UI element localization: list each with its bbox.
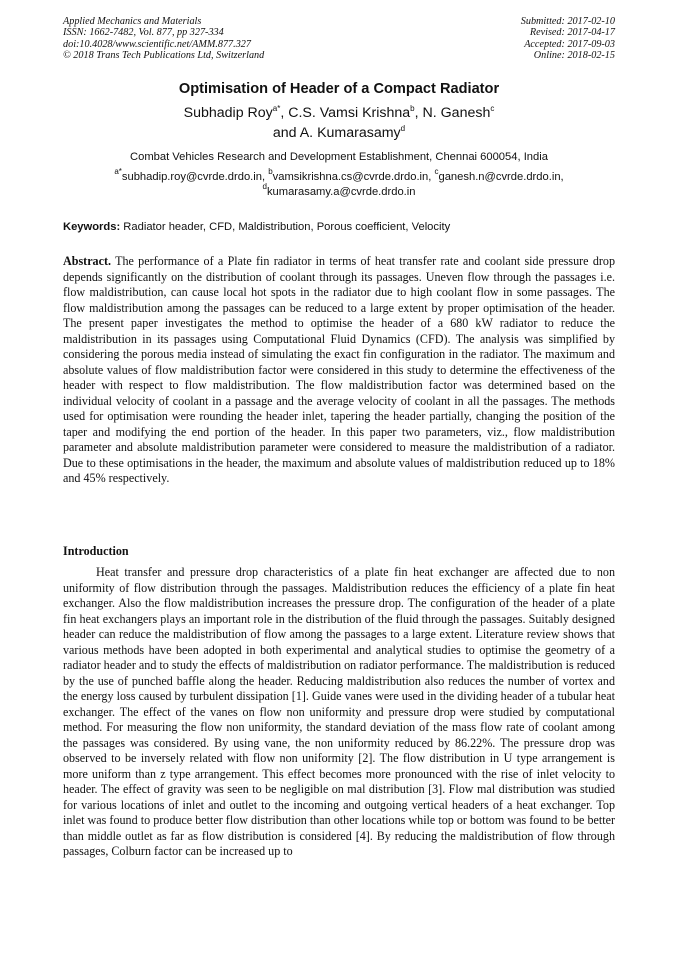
author-name: , N. Ganesh <box>414 105 491 121</box>
introduction-paragraph: Heat transfer and pressure drop characteristics of a plate fin heat exchanger are affected due to non uniformity of flow distribution through the passages. Maldistribution reduces the efficiency of a plate fin heat exchanger. Also the flow maldistribution increases the pressure drop. The configuration of the header of a plate fin heat exchangers plays an important role in the distribution of the fluid through the passages. Suitably designed header can reduce the maldistribution of flow among the passages to a large extent. Literature review shows that various methods have been adopted in both experimental and analytical studies to optimise the geometry of a radiator header and to study the effects of maldistribution on radiator performance. The maldistribution is reduced by the use of punched baffle along the header. Reducing maldistribution also reduces the number of vortex and the energy loss caused by turbulent dissipation [1]. Guide vanes were used in the dividing header of a tubular heat exchanger. The effect of the vanes on flow non uniformity and pressure drop were studied by computational method. For measuring the flow non uniformity, the standard deviation of the mass flow rate of coolant among the passages was considered. By using vane, the non uniformity reduced by 86.22%. The pressure drop was observed to be inversely related with flow non uniformity [2]. The flow distribution in U type arrangement is more uniform than z type arrangement. This effect becomes more pronounced with the rise of inlet velocity to header. The effect of gravity was seen to be negligible on mal distribution [3]. Flow mal distribution was studied for various locations of inlet and outlet to the incoming and outgoing vertical headers of a heat exchanger. Top inlet was found to produce better flow distribution than other locations while top or bottom was found to be better than middle outlet as far as flow distribution is considered [4]. By reducing the maldistribution of flow through passages, Colburn factor can be increased up to <box>63 565 615 858</box>
author-marker: c <box>490 104 495 113</box>
author-line-2 <box>0 123 678 143</box>
affiliation: Combat Vehicles Research and Development Establishment, Chennai 600054, India <box>130 151 548 163</box>
email-link[interactable]: subhadip.roy@cvrde.drdo.in, <box>121 171 269 183</box>
date-online: Online: 2018-02-15 <box>533 50 615 62</box>
journal-name: Applied Mechanics and Materials <box>63 16 202 27</box>
author-name: Subhadip Roy <box>183 105 273 121</box>
author-marker: d <box>400 124 406 133</box>
paper-title: Optimisation of Header of a Compact Radiator <box>178 81 500 97</box>
journal-issn: ISSN: 1662-7482, Vol. 877, pp 327-334 <box>63 27 224 39</box>
email-marker: a* <box>114 167 122 176</box>
date-submitted: Submitted: 2017-02-10 <box>520 16 615 27</box>
author-marker: b <box>410 104 415 113</box>
journal-doi: doi:10.4028/www.scientific.net/AMM.877.327 <box>63 38 251 50</box>
abstract <box>63 254 615 487</box>
email-line-1 <box>0 167 678 185</box>
keywords-text: Radiator header, CFD, Maldistribution, Porous coefficient, Velocity <box>120 221 451 233</box>
date-accepted: Accepted: 2017-09-03 <box>524 38 615 50</box>
email-link[interactable]: kumarasamy.a@cvrde.drdo.in <box>266 186 416 198</box>
date-revised: Revised: 2017-04-17 <box>529 27 615 39</box>
submission-dates <box>521 16 615 62</box>
author-line-1 <box>0 103 678 123</box>
author-name: and A. Kumarasamy <box>272 125 401 141</box>
author-marker: a* <box>272 104 281 113</box>
journal-info <box>63 16 264 62</box>
author-emails <box>0 167 678 200</box>
email-marker: b <box>268 167 273 176</box>
keywords <box>63 221 615 233</box>
journal-copyright: © 2018 Trans Tech Publications Ltd, Switzerland <box>63 50 265 62</box>
keywords-label: Keywords: <box>63 221 121 233</box>
email-link[interactable]: ganesh.n@cvrde.drdo.in, <box>438 171 564 183</box>
section-heading-introduction: Introduction <box>63 544 129 558</box>
abstract-text: The performance of a Plate fin radiator in terms of heat transfer rate and coolant side pressure drop depends significantly on the distribution of coolant through its passages. Uneven flow through the passages i.e. flow maldistribution, can cause local hot spots in the radiator due to high coolant flow in some passages. The flow maldistribution among the passages can be reduced to a large extent by proper optimisation of the header. The present paper investigates the method to optimise the header of a 680 kW radiator to reduce the maldistribution in its passages using Computational Fluid Dynamics (CFD). The analysis was simplified by considering the porous media instead of simulating the exact fin configuration in the radiator. The maximum and absolute values of flow maldistribution factor were considered in this study to determine the effectiveness of the header with respect to flow maldistribution. The flow maldistribution factor was determined based on the individual velocity of coolant in a passage and the average velocity of coolant in all the passages. The methods used for optimisation were rounding the header inlet, tapering the header partially, changing the position of the taper and modifying the end portion of the header. In this paper two parameters, viz., flow maldistribution parameter and absolute maldistribution parameter were considered to measure the maldistribution of a radiator. Due to these optimisations in the header, the maximum and absolute values of maldistribution reduced up to 18% and 45% respectively. <box>63 254 615 485</box>
email-marker: c <box>434 167 439 176</box>
author-list <box>0 103 678 143</box>
email-line-2 <box>0 182 678 200</box>
author-name: , C.S. Vamsi Krishna <box>280 105 411 121</box>
abstract-label: Abstract. <box>63 254 112 268</box>
email-link[interactable]: vamsikrishna.cs@cvrde.drdo.in, <box>272 171 435 183</box>
email-marker: d <box>262 182 267 191</box>
